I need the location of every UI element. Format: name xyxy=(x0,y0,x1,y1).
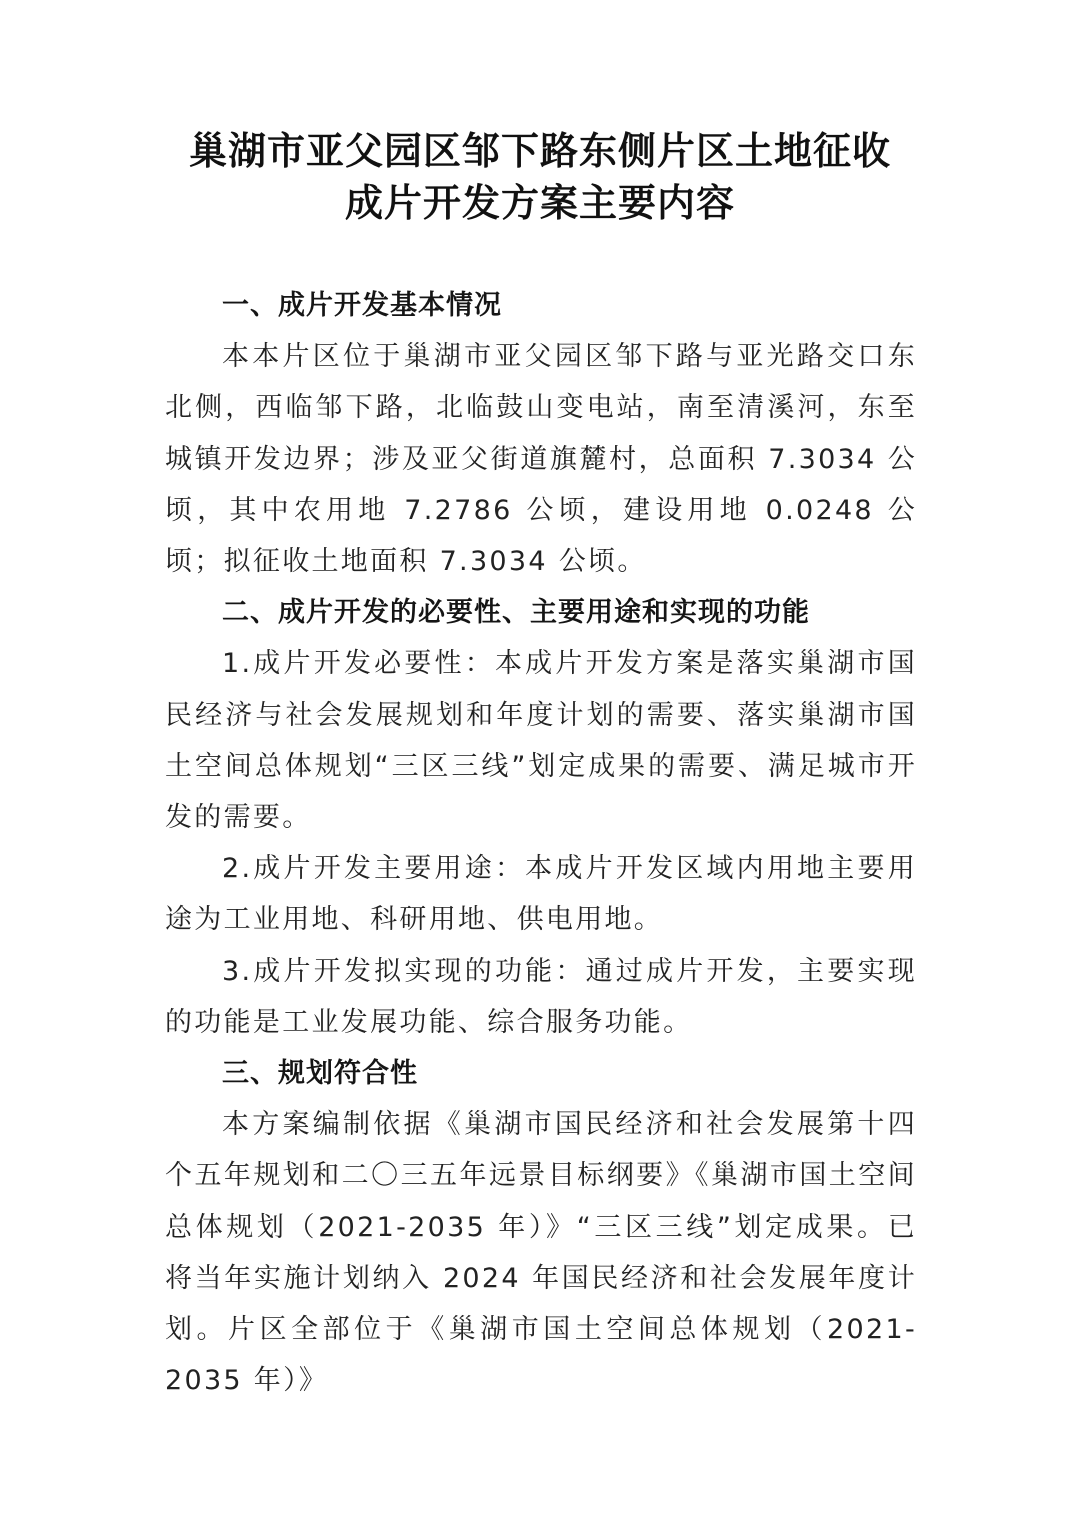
section-basic-info xyxy=(165,280,917,587)
section-paragraph: 2.成片开发主要用途：本成片开发区域内用地主要用途为工业用地、科研用地、供电用地。 xyxy=(165,853,917,936)
section-heading: 二、成片开发的必要性、主要用途和实现的功能 xyxy=(222,597,810,629)
document-title-line-2: 成片开发方案主要内容 xyxy=(344,180,735,225)
section-paragraph: 3.成片开发拟实现的功能：通过成片开发，主要实现的功能是工业发展功能、综合服务功能。 xyxy=(165,955,917,1038)
section-planning-compliance xyxy=(165,1048,917,1406)
section-heading: 一、成片开发基本情况 xyxy=(222,290,502,321)
section-paragraph: 1.成片开发必要性：本成片开发方案是落实巢湖市国民经济与社会发展规划和年度计划的需要、落实巢湖市国土空间总体规划“三区三线”划定成果的需要、满足城市开发的需要。 xyxy=(165,648,917,834)
document-body xyxy=(165,280,917,1406)
section-paragraph: 本方案编制依据《巢湖市国民经济和社会发展第十四个五年规划和二〇三五年远景目标纲要》《巢湖市国土空间总体规划（2021-2035 年）》“三区三线”划定成果。已将当年实施计划纳入 2024 年国民经济和社会发展年度计划。片区全部位于《巢湖市国土空间总体规划（2021-2035 年）》 xyxy=(165,1109,917,1397)
section-necessity xyxy=(165,587,917,1048)
document-title-line-1: 巢湖市亚父园区邹下路东侧片区土地征收 xyxy=(188,128,891,173)
section-heading: 三、规划符合性 xyxy=(222,1058,418,1090)
section-paragraph: 本本片区位于巢湖市亚父园区邹下路与亚光路交口东北侧，西临邹下路，北临鼓山变电站，南至清溪河，东至城镇开发边界；涉及亚父街道旗麓村，总面积 7.3034 公顷，其中农用地 7.2786 公顷，建设用地 0.0248 公顷；拟征收土地面积 7.3034 公顷。 xyxy=(165,341,917,578)
